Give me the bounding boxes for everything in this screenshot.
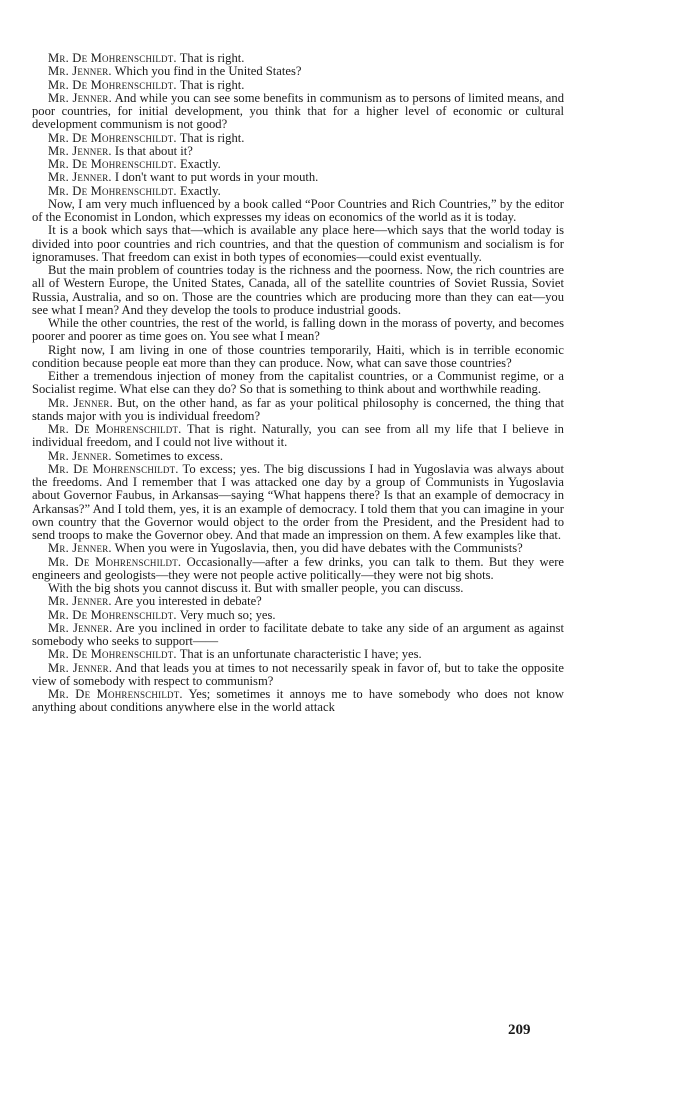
speech-text: Yes; sometimes it annoys me to have somebody who does not know anything about conditions anywhere else in the world attack [32,687,564,715]
speaker-name: Mr. Jenner. [48,64,112,79]
transcript-paragraph [32,463,564,543]
speech-text: Exactly. [176,183,221,198]
speech-text: But the main problem of countries today is the richness and the poorness. Now, the rich countries are all of Western Europe, the United States, Canada, all of the satellite countries of Soviet Russia, Soviet Russia, Australia, and so on. Those are the countries which are producing more than they can eat—you see what I mean? And they develop the tools to produce industrial goods. [32,263,564,317]
speech-text: But, on the other hand, as far as your political philosophy is concerned, the thing that stands major with you is individual freedom? [32,395,564,423]
transcript-paragraph [32,198,564,225]
transcript-paragraph [32,397,564,424]
speech-text: That is right. [176,51,245,65]
speech-text: That is right. Naturally, you can see from all my life that I believe in individual freedom, and I could not live without it. [32,422,564,450]
transcript-paragraph [32,450,564,463]
speaker-name: Mr. De Mohrenschildt. [48,607,177,622]
speech-text: That is right. [176,130,245,145]
speaker-name: Mr. Jenner. [48,594,112,609]
speech-text: Very much so; yes. [176,607,276,622]
speech-text: Are you interested in debate? [111,594,262,609]
transcript-paragraph [32,622,564,649]
transcript-paragraph [32,595,564,608]
transcript-paragraph [32,65,564,78]
speech-text: When you were in Yugoslavia, then, you did have debates with the Communists? [111,541,523,556]
transcript-paragraph [32,344,564,371]
speech-text: I don't want to put words in your mouth. [111,170,319,185]
transcript-paragraph [32,52,564,65]
transcript-paragraph [32,145,564,158]
speaker-name: Mr. De Mohrenschildt. [48,130,177,145]
speaker-name: Mr. De Mohrenschildt. [48,461,179,476]
transcript-paragraph [32,423,564,450]
speech-text: Which you find in the United States? [111,64,302,79]
speaker-name: Mr. Jenner. [48,143,112,158]
speaker-name: Mr. Jenner. [48,90,112,105]
speech-text: That is right. [176,77,245,92]
speech-text: Now, I am very much influenced by a book called “Poor Countries and Rich Countries,” by the editor of the Economist in London, which expresses my ideas on economics of the world as it is today. [32,196,564,224]
transcript-paragraph [32,556,564,583]
transcript-paragraph [32,158,564,171]
transcript-paragraph [32,582,564,595]
transcript-body [32,52,564,715]
speech-text: Right now, I am living in one of those countries temporarily, Haiti, which is in terrible economic condition because people eat more than they can produce. Now, what can save those countries? [32,342,564,370]
speaker-name: Mr. Jenner. [48,395,113,410]
transcript-paragraph [32,92,564,132]
speech-text: While the other countries, the rest of the world, is falling down in the morass of poverty, and becomes poorer and poorer as time goes on. You see what I mean? [32,316,564,344]
speaker-name: Mr. De Mohrenschildt. [48,554,182,569]
speech-text: And that leads you at times to not necessarily speak in favor of, but to take the opposite view of somebody with respect to communism? [32,660,564,688]
speech-text: With the big shots you cannot discuss it. But with smaller people, you can discuss. [48,581,464,595]
transcript-paragraph [32,224,564,264]
speech-text: Exactly. [176,157,221,171]
speaker-name: Mr. Jenner. [48,660,113,675]
speech-text: To excess; yes. The big discussions I had in Yugoslavia was always about the freedoms. And I remember that I was attacked one day by a group of Communists in Yugoslavia about Governor Faubus, in Arkansas—saying “What happens there? Is that an example of democracy in Arkansas?” And I told them, yes, it is an example of democracy. I told them that you can imagine in your own country that the Governor would object to the order from the President, and the President had to send troops to make the Governor obey. And that made an impression on them. A few examples like that. [32,461,564,542]
speech-text: And while you can see some benefits in communism as to persons of limited means, and poor countries, for initial development, you think that for a higher level of economic or cultural development communism is not good? [32,90,564,132]
speaker-name: Mr. Jenner. [48,170,112,185]
speech-text: That is an unfortunate characteristic I have; yes. [176,647,422,662]
transcript-paragraph [32,132,564,145]
speech-text: Are you inclined in order to facilitate debate to take any side of an argument as against somebody who seeks to support—— [32,620,564,648]
transcript-paragraph [32,662,564,689]
speech-text: Sometimes to excess. [111,448,223,463]
transcript-paragraph [32,688,564,715]
speech-text: It is a book which says that—which is available any place here—which says that the world today is divided into poor countries and rich countries, and that the question of communism and socialism is for ignoramuses. That freedom can exist in both types of economies—could exist eventually. [32,223,564,264]
speech-text: Is that about it? [111,143,193,158]
transcript-paragraph [32,185,564,198]
transcript-paragraph [32,370,564,397]
transcript-paragraph [32,171,564,184]
speaker-name: Mr. De Mohrenschildt. [48,687,183,701]
speaker-name: Mr. De Mohrenschildt. [48,77,177,92]
speaker-name: Mr. Jenner. [48,448,112,463]
page-number: 209 [508,1022,531,1038]
speech-text: Occasionally—after a few drinks, you can talk to them. But they were engineers and geologists—they were not people active politically—they were not big shots. [32,554,564,582]
transcript-paragraph [32,79,564,92]
speech-text: Either a tremendous injection of money from the capitalist countries, or a Communist regime, or a Socialist regime. What else can they do? So that is something to think about and worthwhile reading. [32,369,564,397]
transcript-paragraph [32,648,564,661]
speaker-name: Mr. De Mohrenschildt. [48,647,177,662]
transcript-paragraph [32,264,564,317]
speaker-name: Mr. De Mohrenschildt. [48,51,177,65]
transcript-paragraph [32,609,564,622]
speaker-name: Mr. De Mohrenschildt. [48,183,177,198]
speaker-name: Mr. Jenner. [48,541,112,556]
speaker-name: Mr. De Mohrenschildt. [48,422,182,436]
transcript-paragraph [32,317,564,344]
speaker-name: Mr. De Mohrenschildt. [48,157,177,171]
transcript-paragraph [32,542,564,555]
speaker-name: Mr. Jenner. [48,620,113,635]
